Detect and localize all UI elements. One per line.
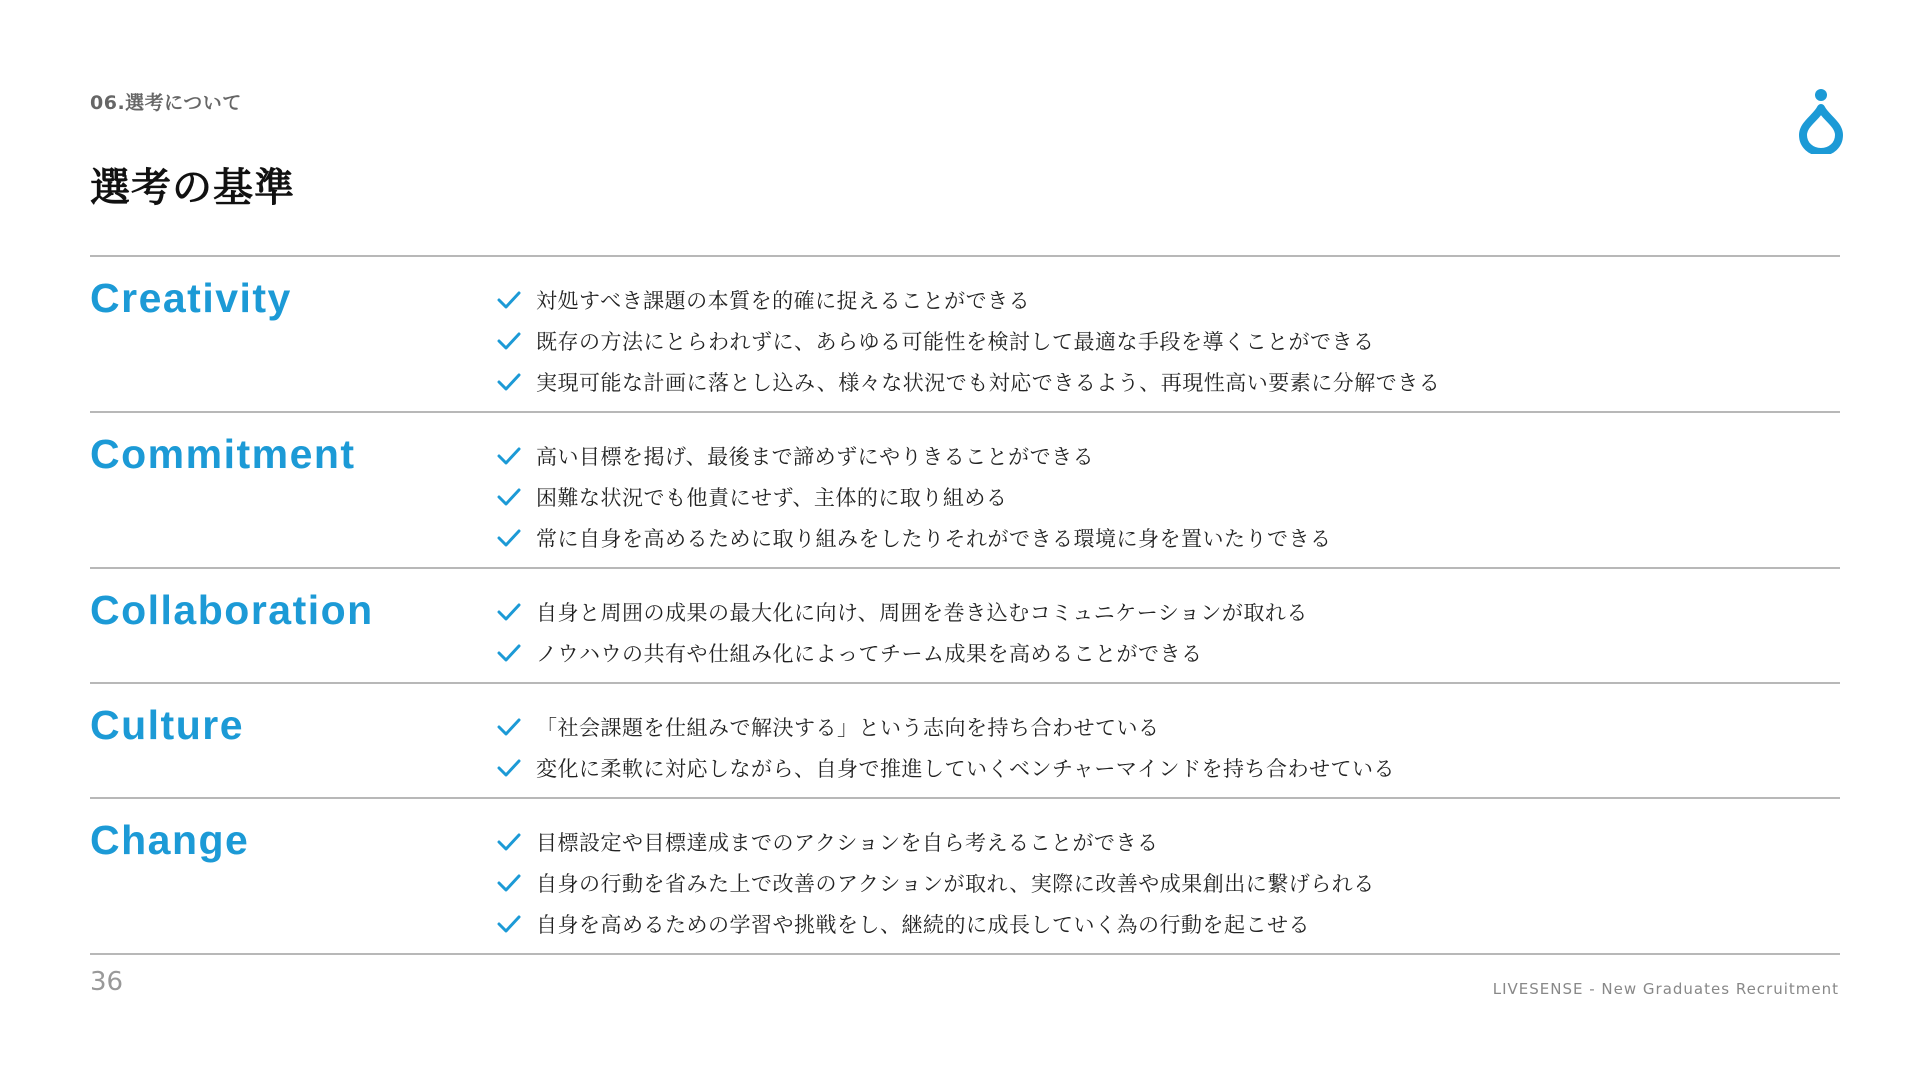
criterion-row-commitment xyxy=(90,413,1840,569)
check-icon xyxy=(496,331,522,351)
criterion-item xyxy=(496,435,1332,476)
footer-brand: LIVESENSE - New Graduates Recruitment xyxy=(1492,980,1839,998)
criterion-item xyxy=(496,747,1395,788)
criterion-item-text: 自身と周囲の成果の最大化に向け、周囲を巻き込むコミュニケーションが取れる xyxy=(536,600,1308,625)
check-icon xyxy=(496,487,522,507)
criterion-name: Creativity xyxy=(90,275,292,321)
criterion-item xyxy=(496,361,1440,402)
criterion-item-text: 困難な状況でも他責にせず、主体的に取り組める xyxy=(536,485,1008,510)
criterion-row-culture xyxy=(90,684,1840,799)
criterion-name: Collaboration xyxy=(90,587,374,633)
criterion-item-text: 対処すべき課題の本質を的確に捉えることができる xyxy=(536,288,1031,313)
section-label: 06.選考について xyxy=(90,92,242,114)
criterion-item xyxy=(496,320,1440,361)
check-icon xyxy=(496,372,522,392)
criterion-row-creativity xyxy=(90,257,1840,413)
criterion-item-text: 高い目標を掲げ、最後まで諦めずにやりきることができる xyxy=(536,444,1095,469)
criterion-item-text: 変化に柔軟に対応しながら、自身で推進していくベンチャーマインドを持ち合わせている xyxy=(536,756,1395,781)
criterion-items xyxy=(496,706,1395,788)
criterion-item-text: 自身の行動を省みた上で改善のアクションが取れ、実際に改善や成果創出に繋げられる xyxy=(536,871,1375,896)
check-icon xyxy=(496,914,522,934)
criterion-item xyxy=(496,279,1440,320)
criterion-name: Change xyxy=(90,817,250,863)
criterion-item-text: 目標設定や目標達成までのアクションを自ら考えることができる xyxy=(536,830,1159,855)
criterion-item-text: 常に自身を高めるために取り組みをしたりそれができる環境に身を置いたりできる xyxy=(536,526,1332,551)
criterion-item xyxy=(496,476,1332,517)
criterion-item xyxy=(496,821,1375,862)
criterion-item xyxy=(496,862,1375,903)
criterion-item-text: 自身を高めるための学習や挑戦をし、継続的に成長していく為の行動を起こせる xyxy=(536,912,1310,937)
criterion-item xyxy=(496,517,1332,558)
criterion-name: Commitment xyxy=(90,431,356,477)
criterion-item-text: 実現可能な計画に落とし込み、様々な状況でも対応できるよう、再現性高い要素に分解できる xyxy=(536,370,1441,395)
criterion-item-text: 既存の方法にとらわれずに、あらゆる可能性を検討して最適な手段を導くことができる xyxy=(536,329,1375,354)
criteria-table xyxy=(90,255,1840,955)
check-icon xyxy=(496,643,522,663)
criterion-item-text: ノウハウの共有や仕組み化によってチーム成果を高めることができる xyxy=(536,641,1203,666)
check-icon xyxy=(496,873,522,893)
criterion-items xyxy=(496,591,1308,673)
page-number: 36 xyxy=(90,967,124,997)
criterion-item xyxy=(496,706,1395,747)
check-icon xyxy=(496,602,522,622)
criterion-item xyxy=(496,632,1308,673)
criterion-row-collaboration xyxy=(90,569,1840,684)
check-icon xyxy=(496,758,522,778)
check-icon xyxy=(496,290,522,310)
criterion-row-change xyxy=(90,799,1840,955)
page-title: 選考の基準 xyxy=(90,165,295,211)
criterion-items xyxy=(496,279,1440,402)
check-icon xyxy=(496,528,522,548)
check-icon xyxy=(496,832,522,852)
criterion-name: Culture xyxy=(90,702,244,748)
livesense-logo-icon xyxy=(1797,88,1845,154)
criterion-items xyxy=(496,435,1332,558)
criterion-item-text: 「社会課題を仕組みで解決する」という志向を持ち合わせている xyxy=(536,715,1160,740)
check-icon xyxy=(496,446,522,466)
check-icon xyxy=(496,717,522,737)
criterion-item xyxy=(496,591,1308,632)
criterion-items xyxy=(496,821,1375,944)
criterion-item xyxy=(496,903,1375,944)
